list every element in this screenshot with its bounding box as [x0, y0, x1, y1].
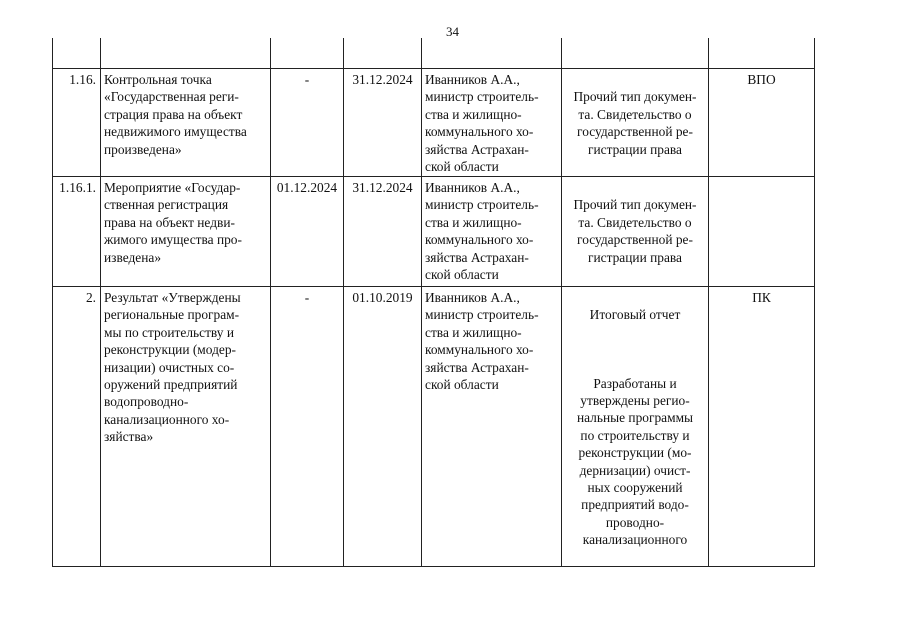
row-level: ПК: [709, 287, 815, 567]
row-level: ВПО: [709, 69, 815, 177]
row-document: [562, 287, 709, 567]
row-start-date: -: [271, 287, 344, 567]
row-name: Контрольная точка «Государственная реги- страция права на объект недвижимого имущества произведена»: [101, 69, 271, 177]
row-responsible: Иванников А.А., министр строитель- ства и жилищно- коммунального хо- зяйства Астрахан- ской области: [422, 177, 562, 287]
row-responsible: Иванников А.А., министр строитель- ства и жилищно- коммунального хо- зяйства Астрахан- ской области: [422, 287, 562, 567]
row-start-date: 01.12.2024: [271, 177, 344, 287]
row-level: [709, 177, 815, 287]
row-document-type: Прочий тип докумен- та. Свидетельство о государственной ре- гистрации права: [573, 197, 697, 265]
page-number: 34: [446, 24, 459, 39]
plan-table: [52, 38, 815, 567]
row-end-date: 01.10.2019: [344, 287, 422, 567]
row-name: Результат «Утверждены региональные програм- мы по строительству и реконструкции (модер- низации) очистных со- оружений предприятий водопроводно- канализационного хо- зяйства»: [101, 287, 271, 567]
spacer: [565, 341, 705, 357]
row-document: [562, 177, 709, 287]
row-document-type: Итоговый отчет: [589, 307, 681, 323]
row-responsible: Иванников А.А., министр строитель- ства и жилищно- коммунального хо- зяйства Астрахан- ской области: [422, 69, 562, 177]
table-continuation-row: [53, 38, 815, 69]
row-document-type: Прочий тип докумен- та. Свидетельство о государственной ре- гистрации права: [573, 89, 697, 157]
row-document-description: Разработаны и утверждены регио- нальные программы по строительству и реконструкции (мо- дернизации) очист- ных сооружений предприятий водо- проводно- канализационного: [576, 375, 694, 548]
row-start-date: -: [271, 69, 344, 177]
table-row: [53, 287, 815, 567]
row-number: 1.16.: [53, 69, 101, 177]
row-number: 2.: [53, 287, 101, 567]
table-row: [53, 69, 815, 177]
table-row: [53, 177, 815, 287]
row-end-date: 31.12.2024: [344, 69, 422, 177]
row-document: [562, 69, 709, 177]
row-number: 1.16.1.: [53, 177, 101, 287]
row-name: Мероприятие «Государ- ственная регистрация права на объект недви- жимого имущества про- изведена»: [101, 177, 271, 287]
row-end-date: 31.12.2024: [344, 177, 422, 287]
